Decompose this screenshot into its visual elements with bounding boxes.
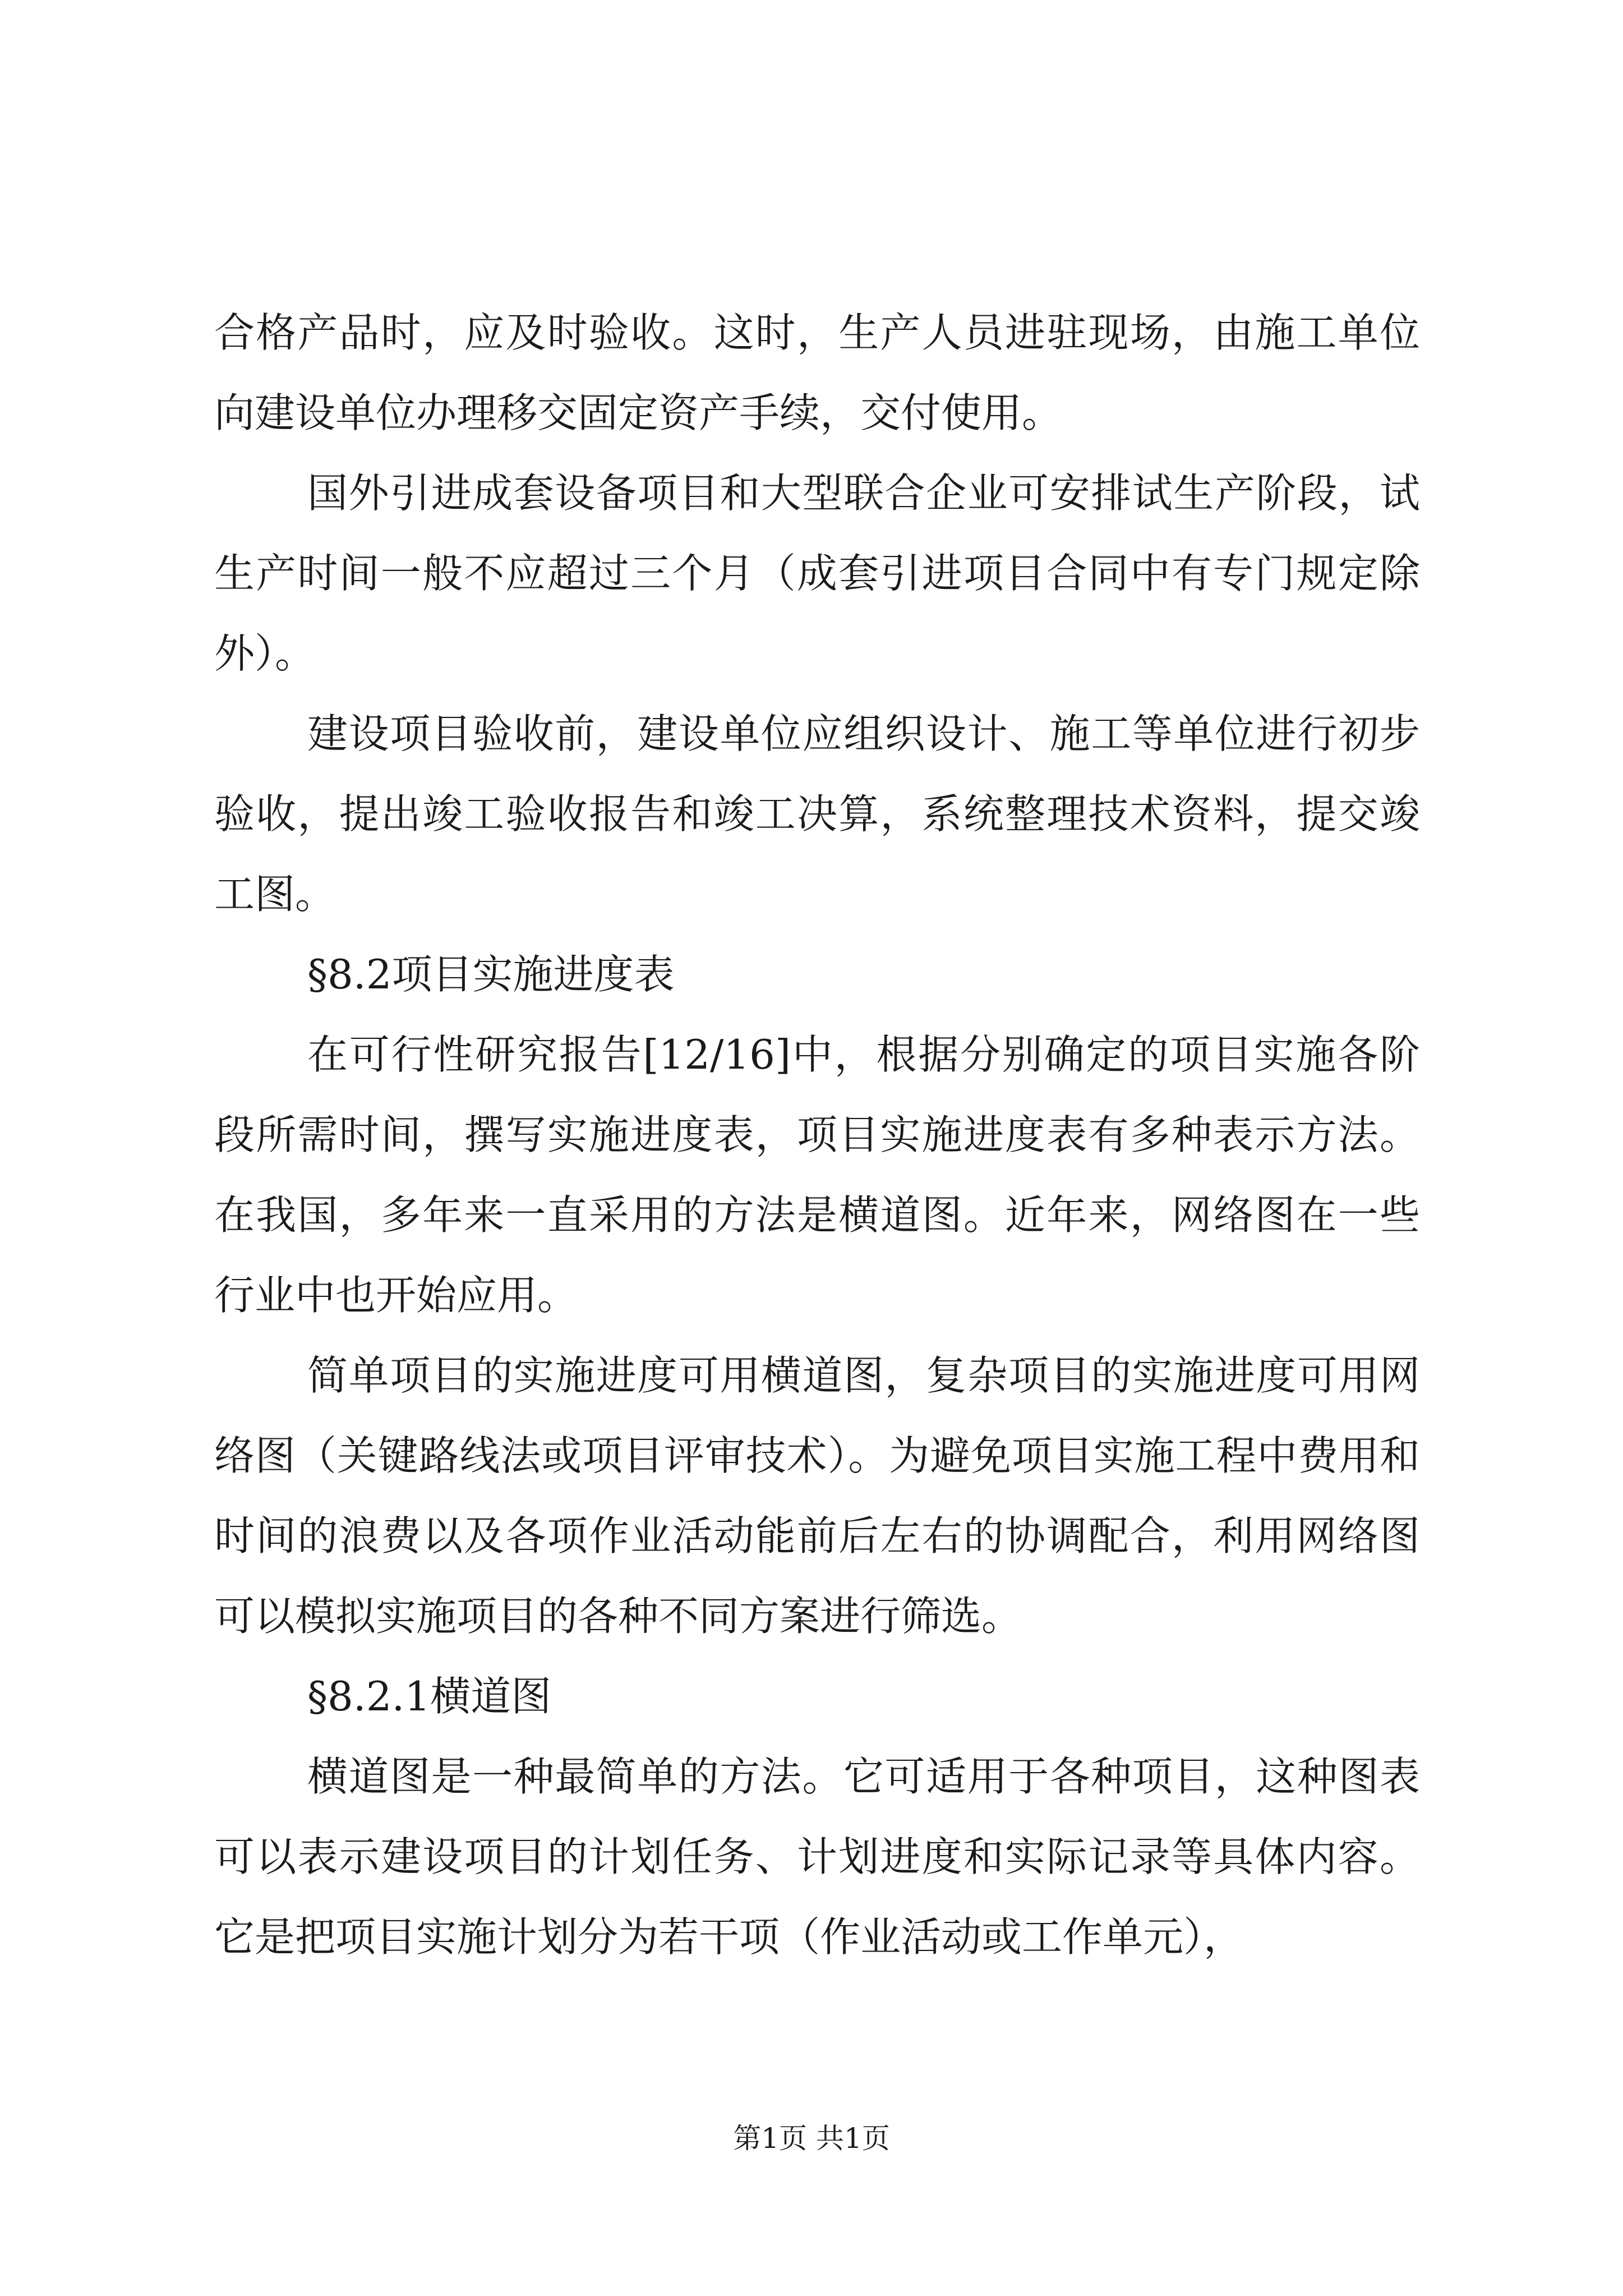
document-body — [214, 293, 1420, 1977]
paragraph-trial-production: 国外引进成套设备项目和大型联合企业可安排试生产阶段，试生产时间一般不应超过三个月（成套引进项目合同中有专门规定除外）。 — [214, 470, 1420, 677]
section-heading-8-2: §8.2项目实施进度表 — [307, 951, 675, 998]
page-footer: 第1页 共1页 — [733, 2122, 890, 2155]
paragraph-acceptance: 合格产品时，应及时验收。这时，生产人员进驻现场，由施工单位向建设单位办理移交固定资产手续，交付使用。 — [214, 309, 1420, 436]
paragraph-schedule-intro: 在可行性研究报告[12/16]中，根据分别确定的项目实施各阶段所需时间，撰写实施进度表，项目实施进度表有多种表示方法。在我国，多年来一直采用的方法是横道图。近年来，网络图在一些行业中也开始应用。 — [214, 1031, 1420, 1319]
paragraph-gantt-chart: 横道图是一种最简单的方法。它可适用于各种项目，这种图表可以表示建设项目的计划任务、计划进度和实际记录等具体内容。它是把项目实施计划分为若干项（作业活动或工作单元）， — [214, 1753, 1420, 1961]
section-heading-8-2-1: §8.2.1横道图 — [307, 1673, 552, 1720]
paragraph-network-diagram: 简单项目的实施进度可用横道图，复杂项目的实施进度可用网络图（关键路线法或项目评审技术）。为避免项目实施工程中费用和时间的浪费以及各项作业活动能前后左右的协调配合，利用网络图可以模拟实施项目的各种不同方案进行筛选。 — [214, 1352, 1420, 1640]
paragraph-preliminary-acceptance: 建设项目验收前，建设单位应组织设计、施工等单位进行初步验收，提出竣工验收报告和竣工决算，系统整理技术资料，提交竣工图。 — [214, 710, 1420, 918]
